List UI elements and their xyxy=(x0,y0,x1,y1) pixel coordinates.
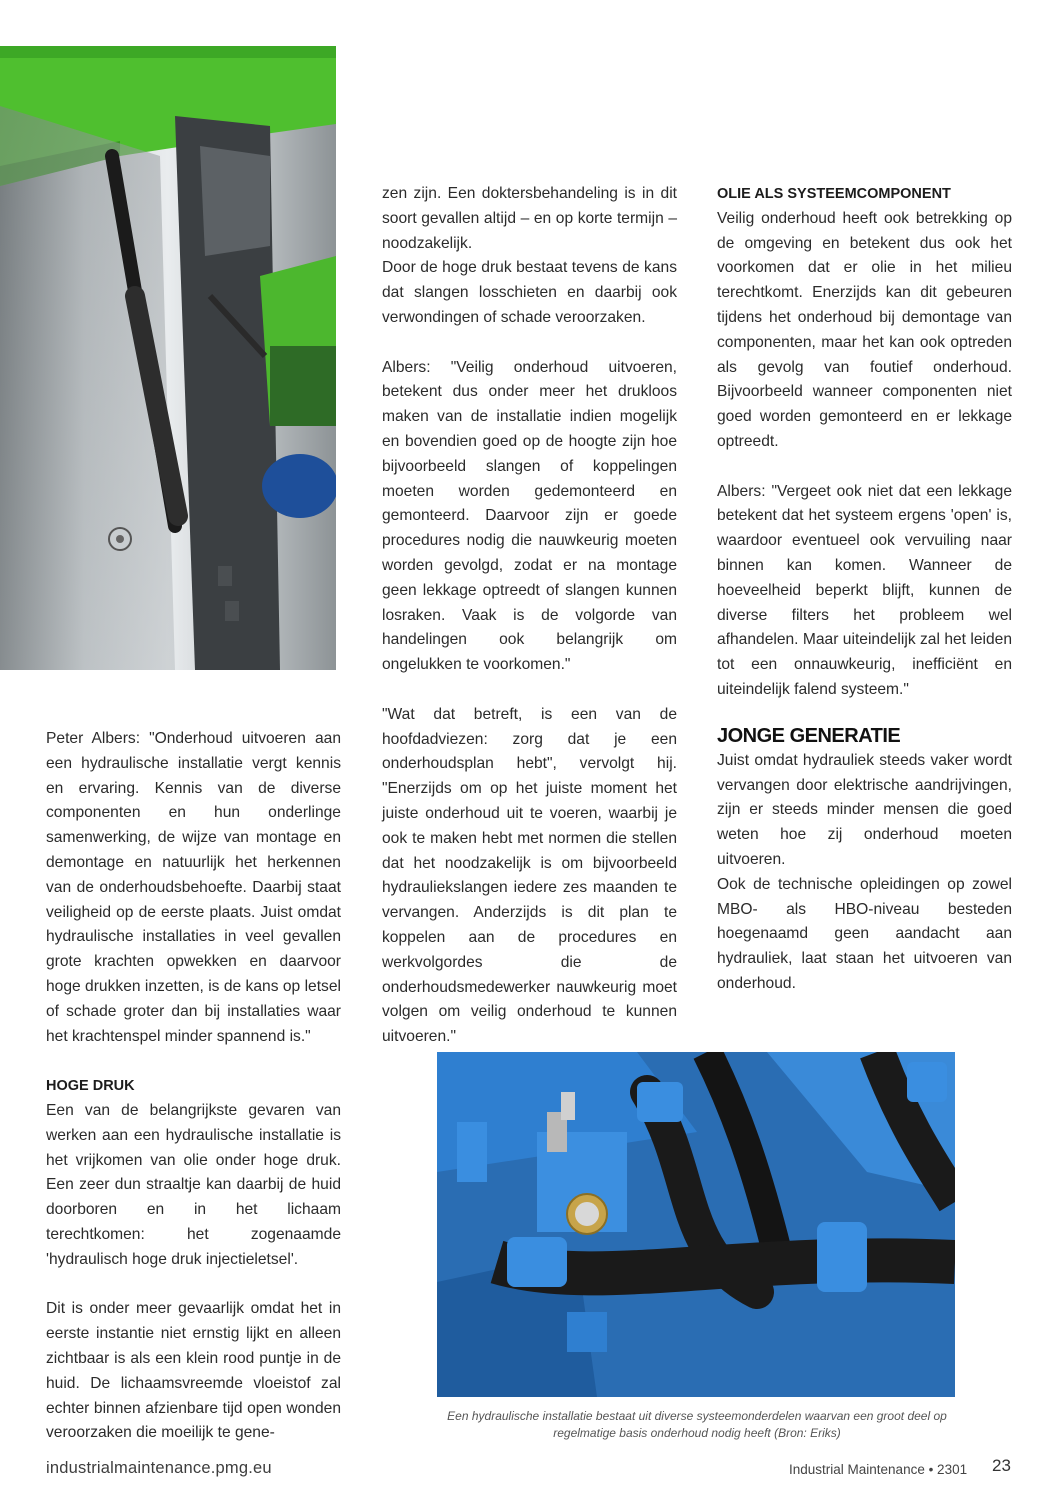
section-heading-olie: OLIE ALS SYSTEEMCOMPONENT xyxy=(717,186,951,202)
machine-interior-illustration xyxy=(0,46,336,670)
body-paragraph: Dit is onder meer gevaarlijk omdat het in eerste instantie niet ernstig lijkt en alleen zichtbaar is als een klein rood puntje in de huid. De lichaamsvreemde vloeistof zal echter binnen afzienbare tijd open wonden veroorzaken die moeilijk te gene- xyxy=(46,1300,341,1442)
body-paragraph: Een van de belangrijkste gevaren van werken aan een hydraulische installatie is het vrijkomen van olie onder hoge druk. Een zeer dun straaltje kan daarbij de huid doorboren en in het lichaam terechtkomen: het zogenaamde 'hydraulisch hoge druk injectieletsel'. xyxy=(46,1101,341,1268)
body-paragraph: Albers: "Veilig onderhoud uitvoeren, betekent dus onder meer het drukloos maken van de installatie indien mogelijk en bovendien goed op de hoogte zijn hoe bijvoorbeeld slangen of koppelingen moeten worden gedemonteerd en gemonteerd. Daarvoor zijn er goede procedures nodig die nauwkeurig moeten worden gevolgd, zodat er na montage geen lekkage optreedt of slangen kunnen losraken. Vaak is de volgorde van handelingen ook belangrijk om ongelukken te voorkomen." xyxy=(382,358,677,674)
column-right xyxy=(717,182,1012,997)
body-paragraph: "Wat dat betreft, is een van de hoofdadviezen: zorg dat je een onderhoudsplan hebt", vervolgt hij. "Enerzijds om op het juiste moment het juiste onderhoud uit te voeren, waarbij je ook te maken hebt met normen die stellen dat het noodzakelijk is om bijvoorbeeld hydrauliekslangen iedere zes maanden te vervangen. Anderzijds is dit plan te koppelen aan de procedures en werkvolgordes die de onderhoudsmedewerker nauwkeurig moet volgen om veilig onderhoud te kunnen uitvoeren." xyxy=(382,705,677,1046)
footer-magazine-issue: Industrial Maintenance • 2301 xyxy=(789,1462,968,1477)
body-paragraph: Ook de technische opleidingen op zowel MBO- als HBO-niveau besteden hoegenaamd geen aandacht aan hydrauliek, laat staan het uitvoeren van onderhoud. xyxy=(717,875,1012,992)
section-heading-hoge-druk: HOGE DRUK xyxy=(46,1078,135,1095)
body-paragraph: Door de hoge druk bestaat tevens de kans dat slangen losschieten en daarbij ook verwondingen of schade veroorzaken. xyxy=(382,259,677,326)
column-middle xyxy=(382,182,677,1050)
body-paragraph: zen zijn. Een doktersbehandeling is in dit soort gevallen altijd – en op korte termijn – noodzakelijk. xyxy=(382,185,677,252)
hydraulic-installation-illustration xyxy=(437,1052,955,1397)
machine-interior-photo xyxy=(0,46,336,670)
hydraulic-installation-photo xyxy=(437,1052,955,1397)
section-heading-jonge-generatie: JONGE GENERATIE xyxy=(717,724,901,747)
body-paragraph: Albers: "Vergeet ook niet dat een lekkage betekent dat het systeem ergens 'open' is, waardoor eventueel ook vervuiling naar binnen kan komen. Wanneer de hoeveelheid beperkt blijft, kunnen de diverse filters het probleem wel afhandelen. Maar uiteindelijk zal het leiden tot een onnauwkeurig, inefficiënt en uiteindelijk falend systeem." xyxy=(717,482,1012,698)
footer-website-link[interactable]: industrialmaintenance.pmg.eu xyxy=(46,1459,272,1477)
page-number: 23 xyxy=(992,1456,1011,1475)
intro-paragraph: Peter Albers: "Onderhoud uitvoeren aan een hydraulische installatie vergt kennis en ervaring. Kennis van de diverse componenten en hun onderlinge samenwerking, de wijze van montage en demontage en natuurlijk het herkennen van de onderhoudsbehoefte. Daarbij staat veiligheid op de eerste plaats. Juist omdat hydraulische installaties in veel gevallen grote krachten opwekken en daarvoor hoge drukken inzetten, is de kans op letsel of schade groter dan bij installaties waar het krachtenspel minder spannend is." xyxy=(46,730,341,1045)
body-paragraph: Juist omdat hydrauliek steeds vaker wordt vervangen door elektrische aandrijvingen, zijn er steeds minder mensen die goed weten hoe zij onderhoud moeten uitvoeren. xyxy=(717,751,1012,868)
column-left xyxy=(46,727,341,1446)
photo-caption: Een hydraulische installatie bestaat uit diverse systeemonderdelen waarvan een groot deel op regelmatige basis onderhoud nodig heeft (Bron: Eriks) xyxy=(447,1409,947,1440)
body-paragraph: Veilig onderhoud heeft ook betrekking op de omgeving en betekent dus ook het voorkomen dat er olie in het milieu terechtkomt. Enerzijds kan dit gebeuren tijdens het onderhoud bij demontage van componenten, maar het kan ook optreden als gevolg van foutief onderhoud. Bijvoorbeeld wanneer componenten niet goed worden gemonteerd en er lekkage optreedt. xyxy=(717,209,1012,450)
